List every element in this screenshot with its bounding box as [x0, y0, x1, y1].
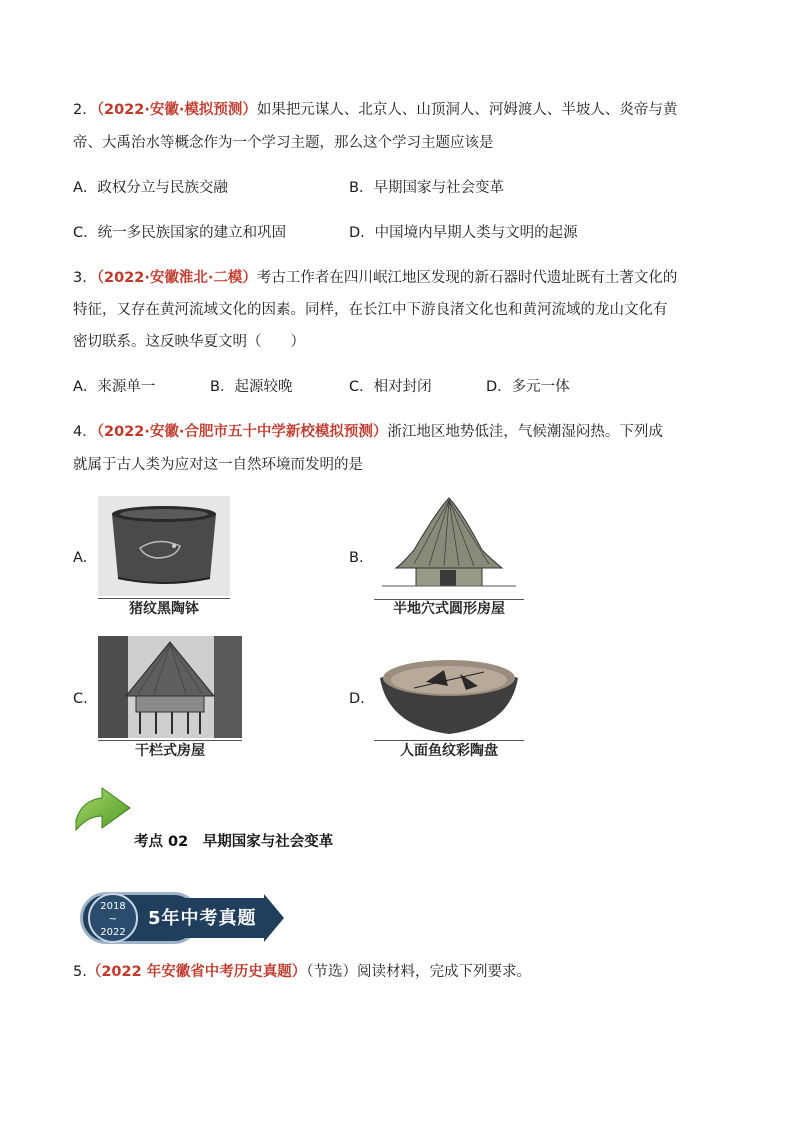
figure-d-caption: 人面鱼纹彩陶盘: [400, 743, 498, 759]
figure-b-caption: 半地穴式圆形房屋: [393, 601, 505, 617]
question-number: 4．: [73, 424, 97, 440]
stilt-house-icon: [98, 636, 242, 738]
q2-option-a: A．政权分立与民族交融: [73, 180, 228, 196]
question-4-line-2: 就属于古人类为应对这一自然环境而发明的是: [73, 457, 363, 473]
q3-option-b: B．起源较晚: [210, 379, 293, 395]
question-number: 5.: [73, 964, 87, 980]
q2-option-c: C．统一多民族国家的建立和巩固: [73, 225, 287, 241]
figure-d-label: D.: [349, 691, 365, 707]
question-source: （2022 年安徽省中考历史真题）: [86, 964, 307, 980]
section-title: 考点 02 早期国家与社会变革: [134, 834, 334, 850]
figure-c-image: [98, 636, 242, 738]
question-text: 浙江地区地势低洼，气候潮湿闷热。下列成: [387, 424, 663, 440]
question-5-line-1: [73, 962, 531, 982]
year-end: 2022: [100, 927, 126, 938]
q3-option-a: A．来源单一: [73, 379, 156, 395]
figure-d-image: [374, 652, 524, 738]
question-3-line-3: 密切联系。这反映华夏文明（ ）: [73, 334, 305, 350]
figure-a-caption: 猪纹黑陶钵: [129, 601, 199, 617]
question-text: 如果把元谋人、北京人、山顶洞人、河姆渡人、半坡人、炎帝与黄: [256, 102, 678, 118]
q2-option-d: D．中国境内早期人类与文明的起源: [349, 225, 578, 241]
exam-banner-arrow: [264, 894, 284, 942]
q3-option-d: D．多元一体: [486, 379, 570, 395]
figure-a-image: [98, 496, 230, 596]
question-source: （2022·安徽·合肥市五十中学新校模拟预测）: [96, 424, 388, 440]
figure-a-label: A.: [73, 550, 88, 566]
question-2-line-1: [73, 100, 677, 120]
figure-b-label: B.: [349, 550, 364, 566]
painted-basin-icon: [374, 652, 524, 738]
question-3-line-2: 特征，又存在黄河流域文化的因素。同样，在长江中下游良渚文化也和黄河流域的龙山文化有: [73, 302, 668, 318]
q3-option-c: C．相对封闭: [349, 379, 432, 395]
figure-c-caption: 干栏式房屋: [135, 743, 205, 759]
question-number: 3．: [73, 270, 97, 286]
question-2-line-2: 帝、大禹治水等概念作为一个学习主题，那么这个学习主题应该是: [73, 135, 494, 151]
question-text: 考古工作者在四川岷江地区发现的新石器时代遗址既有土著文化的: [256, 270, 678, 286]
year-separator: ~: [108, 914, 118, 925]
question-source: （2022·安徽淮北·二模）: [96, 270, 257, 286]
question-text: （节选）阅读材料，完成下列要求。: [306, 964, 531, 980]
pottery-bowl-icon: [98, 496, 230, 596]
year-start: 2018: [100, 901, 126, 912]
exam-banner-years: [88, 893, 138, 943]
figure-b-image: [374, 494, 524, 598]
question-number: 2．: [73, 102, 97, 118]
question-4-line-1: [73, 422, 663, 442]
figure-c-label: C.: [73, 691, 88, 707]
question-source: （2022·安徽·模拟预测）: [96, 102, 257, 118]
q2-option-b: B．早期国家与社会变革: [349, 180, 504, 196]
question-3-line-1: [73, 268, 677, 288]
green-arrow-icon: [72, 786, 132, 838]
exam-banner-title: 5年中考真题: [148, 908, 257, 929]
round-hut-icon: [374, 494, 524, 598]
